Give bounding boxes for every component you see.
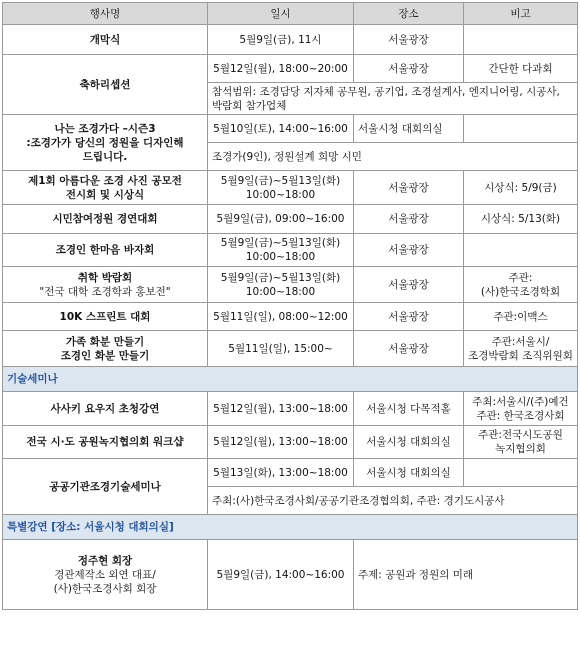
table-row bbox=[3, 55, 578, 83]
event-note bbox=[464, 25, 578, 55]
event-date: 5월13일(화), 13:00~18:00 bbox=[208, 459, 354, 487]
event-note-line: 녹지협의회 bbox=[495, 443, 546, 455]
event-detail: 참석범위: 조경담당 지자체 공무원, 공기업, 조경설계사, 엔지니어링, 시공사, 박람회 참가업체 bbox=[208, 83, 578, 115]
event-name bbox=[3, 331, 208, 367]
speaker-cell bbox=[3, 540, 208, 610]
table-row bbox=[3, 205, 578, 234]
event-note: 시상식: 5/9(금) bbox=[464, 171, 578, 205]
header-note: 비고 bbox=[464, 3, 578, 25]
table-row bbox=[3, 25, 578, 55]
event-detail: 조경가(9인), 정원설계 희망 시민 bbox=[208, 143, 578, 171]
event-date bbox=[208, 267, 354, 303]
event-name-line: "전국 대학 조경학과 홍보전" bbox=[39, 285, 171, 298]
event-note-line: 주관: bbox=[508, 271, 533, 284]
event-note bbox=[464, 331, 578, 367]
event-date: 5월12일(월), 18:00~20:00 bbox=[208, 55, 354, 83]
event-name: 조경인 한마음 바자회 bbox=[3, 234, 208, 267]
event-place: 서울광장 bbox=[354, 331, 464, 367]
event-name: 공공기관조경기술세미나 bbox=[3, 459, 208, 515]
event-name: 시민참여정원 경연대회 bbox=[3, 205, 208, 234]
table-row bbox=[3, 540, 578, 610]
table-row bbox=[3, 426, 578, 459]
event-note bbox=[464, 426, 578, 459]
table-row bbox=[3, 234, 578, 267]
event-name: 축하리셉션 bbox=[3, 55, 208, 115]
header-place: 장소 bbox=[354, 3, 464, 25]
event-name: 전국 시·도 공원녹지협의회 워크샵 bbox=[3, 426, 208, 459]
event-name-line: 조경인 화분 만들기 bbox=[60, 349, 150, 362]
event-note bbox=[464, 267, 578, 303]
event-note-line: 주관: 한국조경사회 bbox=[476, 409, 565, 422]
table-row bbox=[3, 267, 578, 303]
event-place: 서울광장 bbox=[354, 303, 464, 331]
event-name bbox=[3, 115, 208, 171]
event-name-line: :조경가가 당신의 정원을 디자인해 bbox=[26, 136, 184, 149]
event-name bbox=[3, 171, 208, 205]
event-date-line: 5월9일(금)~5월13일(화) bbox=[220, 174, 341, 187]
event-date: 5월9일(금), 14:00~16:00 bbox=[208, 540, 354, 610]
section-row bbox=[3, 367, 578, 392]
section-title-special: 특별강연 [장소: 서울시청 대회의실] bbox=[3, 515, 578, 540]
event-date: 5월9일(금), 11시 bbox=[208, 25, 354, 55]
event-name-line: 나는 조경가다 –시즌3 bbox=[54, 122, 156, 135]
event-note bbox=[464, 392, 578, 426]
event-note: 간단한 다과회 bbox=[464, 55, 578, 83]
event-date-line: 5월9일(금)~5월13일(화) bbox=[220, 271, 341, 284]
event-name-line: 드립니다. bbox=[82, 150, 128, 163]
speaker-title-line: (사)한국조경사회 회장 bbox=[53, 582, 157, 595]
event-date bbox=[208, 234, 354, 267]
event-note-line: (사)한국조경학회 bbox=[480, 285, 561, 298]
event-name-line: 취학 박람회 bbox=[77, 271, 133, 284]
event-place: 서울광장 bbox=[354, 55, 464, 83]
event-name-line: 가족 화분 만들기 bbox=[65, 335, 145, 348]
event-note-line: 주최:서울시/(주)예건 bbox=[472, 395, 569, 408]
event-name-line: 전시회 및 시상식 bbox=[65, 188, 145, 201]
event-name bbox=[3, 267, 208, 303]
event-date-line: 10:00~18:00 bbox=[245, 188, 316, 201]
event-name: 사사키 요우지 초청강연 bbox=[3, 392, 208, 426]
table-row bbox=[3, 459, 578, 487]
event-date: 5월11일(일), 08:00~12:00 bbox=[208, 303, 354, 331]
lecture-topic: 주제: 공원과 정원의 미래 bbox=[354, 540, 578, 610]
event-note-line: 주관:전국시도공원 bbox=[478, 429, 563, 441]
event-place: 서울광장 bbox=[354, 171, 464, 205]
header-date: 일시 bbox=[208, 3, 354, 25]
event-note bbox=[464, 234, 578, 267]
event-place: 서울시청 다목적홀 bbox=[354, 392, 464, 426]
header-event: 행사명 bbox=[3, 3, 208, 25]
table-row bbox=[3, 303, 578, 331]
table-row bbox=[3, 171, 578, 205]
event-place: 서울광장 bbox=[354, 267, 464, 303]
event-note-line: 주관:서울시/ bbox=[491, 335, 550, 348]
event-place: 서울광장 bbox=[354, 234, 464, 267]
table-row bbox=[3, 331, 578, 367]
event-date bbox=[208, 171, 354, 205]
event-name: 10K 스프린트 대회 bbox=[3, 303, 208, 331]
table-header-row bbox=[3, 3, 578, 25]
event-detail: 주최:(사)한국조경사회/공공기관조경협의회, 주관: 경기도시공사 bbox=[208, 487, 578, 515]
event-date-line: 10:00~18:00 bbox=[245, 285, 316, 298]
speaker-name: 정주현 회장 bbox=[77, 554, 133, 567]
section-row bbox=[3, 515, 578, 540]
event-date-line: 5월9일(금)~5월13일(화) bbox=[220, 237, 341, 249]
event-place: 서울광장 bbox=[354, 25, 464, 55]
event-date: 5월11일(일), 15:00~ bbox=[208, 331, 354, 367]
event-place: 서울시청 대회의실 bbox=[354, 426, 464, 459]
event-date: 5월12일(월), 13:00~18:00 bbox=[208, 392, 354, 426]
event-note bbox=[464, 459, 578, 487]
event-date-line: 10:00~18:00 bbox=[245, 251, 316, 263]
event-note bbox=[464, 115, 578, 143]
section-title-seminar: 기술세미나 bbox=[3, 367, 578, 392]
event-place: 서울시청 대회의실 bbox=[354, 459, 464, 487]
event-place: 서울광장 bbox=[354, 205, 464, 234]
event-schedule-table bbox=[2, 2, 578, 610]
event-note: 주관:이맥스 bbox=[464, 303, 578, 331]
event-date: 5월10일(토), 14:00~16:00 bbox=[208, 115, 354, 143]
event-name: 개막식 bbox=[3, 25, 208, 55]
table-row bbox=[3, 115, 578, 143]
event-note-line: 조경박람회 조직위원회 bbox=[468, 349, 573, 362]
speaker-title-line: 경관제작소 외연 대표/ bbox=[54, 568, 156, 581]
event-date: 5월12일(월), 13:00~18:00 bbox=[208, 426, 354, 459]
table-row bbox=[3, 392, 578, 426]
event-name-line: 제1회 아름다운 조경 사진 공모전 bbox=[28, 174, 182, 187]
event-note: 시상식: 5/13(화) bbox=[464, 205, 578, 234]
event-date: 5월9일(금), 09:00~16:00 bbox=[208, 205, 354, 234]
event-place: 서울시청 대회의실 bbox=[354, 115, 464, 143]
